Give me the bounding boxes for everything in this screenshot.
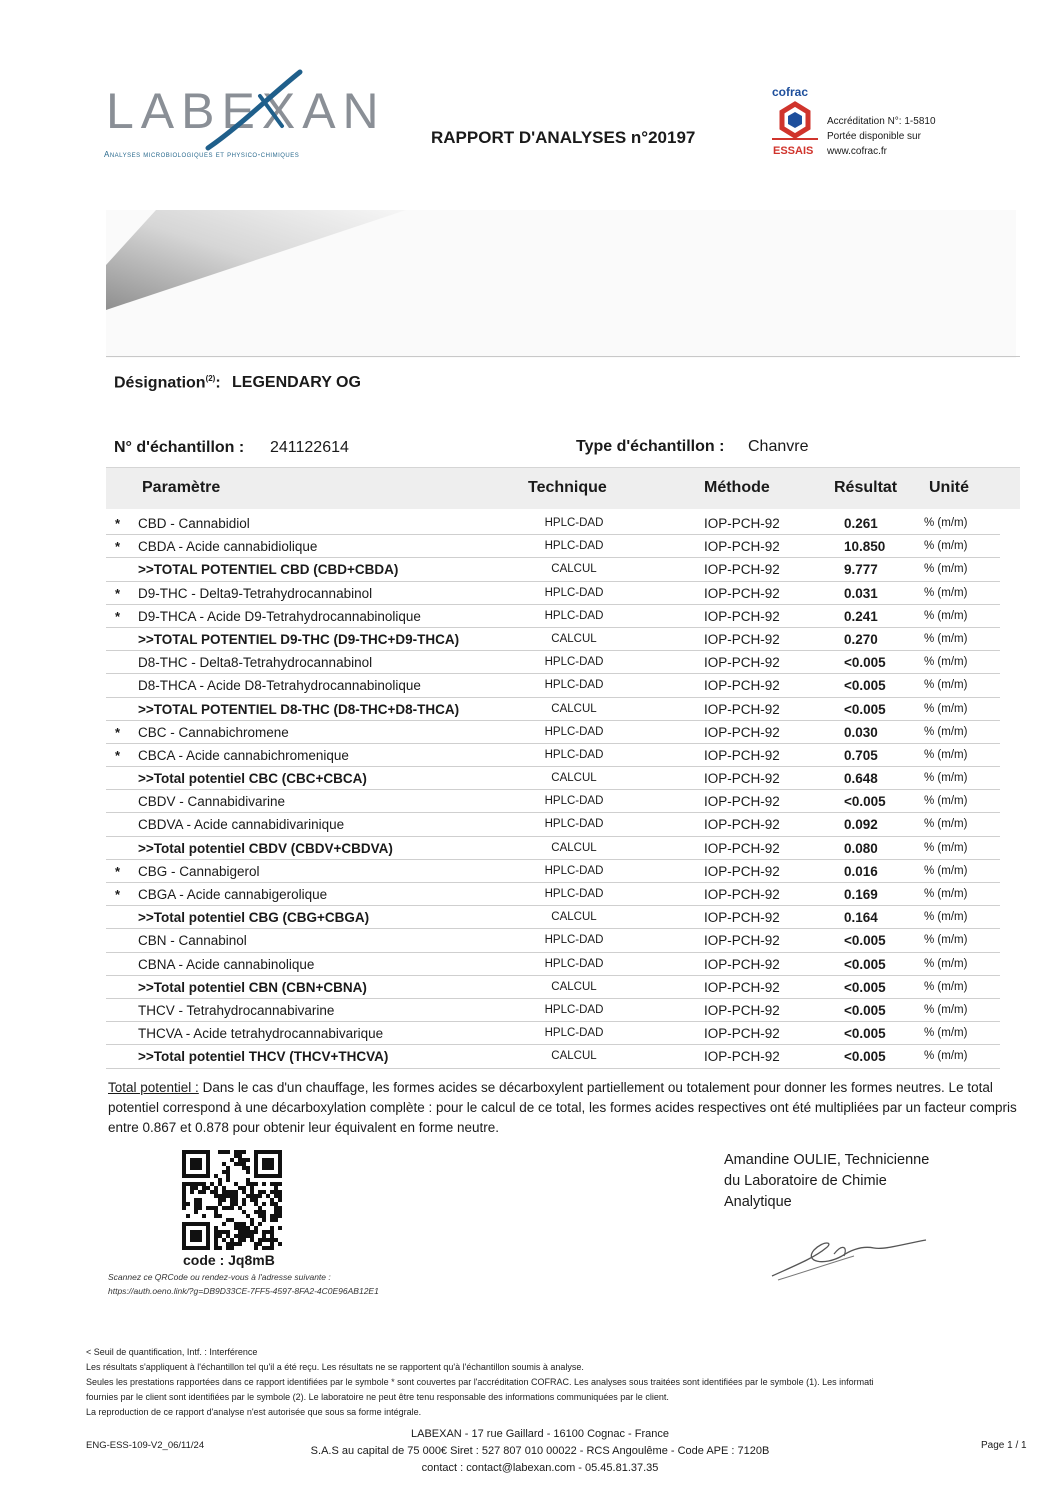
- row-method: IOP-PCH-92: [704, 608, 780, 624]
- row-result: <0.005: [844, 933, 886, 949]
- row-method: IOP-PCH-92: [704, 863, 780, 879]
- row-parameter: D9-THC - Delta9-Tetrahydrocannabinol: [138, 585, 373, 601]
- table-row: [106, 1045, 1000, 1068]
- table-row: [106, 651, 1000, 674]
- separator-line: [106, 356, 1020, 357]
- signer-line-1: Amandine OULIE, Technicienne: [724, 1152, 930, 1168]
- row-result: 0.270: [844, 631, 878, 647]
- row-method: IOP-PCH-92: [704, 747, 780, 763]
- row-technique: HPLC-DAD: [544, 609, 604, 622]
- row-parameter: CBDVA - Acide cannabidivarinique: [138, 817, 345, 833]
- row-technique: HPLC-DAD: [544, 679, 604, 692]
- row-parameter: D8-THC - Delta8-Tetrahydrocannabinol: [138, 655, 373, 671]
- row-parameter: CBDA - Acide cannabidiolique: [138, 539, 318, 555]
- row-technique: HPLC-DAD: [544, 864, 604, 877]
- row-unit: % (m/m): [924, 679, 968, 692]
- header-resultat: Résultat: [834, 479, 898, 496]
- footnote-5: La reproduction de ce rapport d'analyse n'est autorisée que sous sa forme intégrale.: [86, 1407, 422, 1417]
- row-method: IOP-PCH-92: [704, 979, 780, 995]
- table-row: [106, 976, 1000, 999]
- table-row: [106, 698, 1000, 721]
- row-technique: HPLC-DAD: [544, 517, 604, 529]
- table-row: [106, 721, 1000, 744]
- row-method: IOP-PCH-92: [704, 678, 780, 694]
- row-method: IOP-PCH-92: [704, 724, 780, 740]
- row-method: IOP-PCH-92: [704, 887, 780, 902]
- row-parameter: >>Total potentiel CBG (CBG+CBGA): [138, 910, 370, 926]
- row-star-marker: *: [115, 516, 121, 531]
- row-parameter: >>Total potentiel CBC (CBC+CBCA): [138, 771, 367, 787]
- row-unit: % (m/m): [924, 1003, 968, 1016]
- row-method: IOP-PCH-92: [704, 817, 780, 833]
- footer-company-info: [260, 1426, 820, 1477]
- row-result: <0.005: [844, 794, 886, 810]
- portee-text: Portée disponible sur: [827, 131, 921, 142]
- footnotes: [86, 1345, 1046, 1420]
- header-technique: Technique: [528, 479, 607, 496]
- table-row: [106, 790, 1000, 813]
- row-parameter: D8-THCA - Acide D8-Tetrahydrocannabinolique: [138, 678, 421, 694]
- table-row: [106, 535, 1000, 558]
- row-method: IOP-PCH-92: [704, 771, 780, 787]
- row-unit: % (m/m): [924, 632, 968, 645]
- row-unit: % (m/m): [924, 725, 968, 738]
- row-technique: HPLC-DAD: [544, 1003, 604, 1016]
- row-result: <0.005: [844, 1026, 886, 1042]
- row-unit: % (m/m): [924, 864, 968, 877]
- row-method: IOP-PCH-92: [704, 956, 780, 972]
- row-result: 0.169: [844, 887, 878, 902]
- row-unit: % (m/m): [924, 609, 968, 622]
- row-method: IOP-PCH-92: [704, 1049, 780, 1065]
- row-technique: HPLC-DAD: [544, 540, 604, 553]
- row-method: IOP-PCH-92: [704, 933, 780, 949]
- row-parameter: CBDV - Cannabidivarine: [138, 794, 286, 810]
- total-potentiel-note: [108, 1078, 1044, 1138]
- table-row: [106, 582, 1000, 605]
- cofrac-logo-icon: [770, 84, 820, 158]
- row-result: <0.005: [844, 979, 886, 995]
- designation-label: Désignation$^{(2)}$:: [114, 374, 221, 392]
- row-technique: CALCUL: [551, 841, 597, 854]
- footer-company: S.A.S au capital de 75 000€ Siret : 527 807 010 00022 - RCS Angoulême - Code APE : 7120B: [310, 1445, 770, 1457]
- row-technique: HPLC-DAD: [544, 1027, 604, 1040]
- qr-instruction-text: Scannez ce QRCode ou rendez-vous à l'adresse suivante :: [108, 1272, 331, 1282]
- row-technique: HPLC-DAD: [544, 795, 604, 808]
- row-technique: HPLC-DAD: [544, 748, 604, 761]
- row-result: 0.092: [844, 817, 878, 833]
- row-parameter: CBG - Cannabigerol: [138, 863, 260, 879]
- table-row: [106, 674, 1000, 697]
- row-parameter: >>TOTAL POTENTIEL D8-THC (D8-THC+D8-THCA): [138, 701, 460, 717]
- row-parameter: THCVA - Acide tetrahydrocannabivarique: [138, 1026, 384, 1042]
- row-parameter: >>TOTAL POTENTIEL D9-THC (D9-THC+D9-THCA): [138, 631, 460, 647]
- cofrac-essais-text: ESSAIS: [773, 145, 814, 157]
- row-technique: CALCUL: [551, 563, 597, 576]
- row-result: <0.005: [844, 655, 886, 671]
- row-method: IOP-PCH-92: [704, 794, 780, 810]
- labexan-logo-text: LABEXAN: [106, 83, 386, 139]
- cofrac-brand-text: cofrac: [772, 85, 809, 99]
- table-row: [106, 512, 1000, 535]
- labexan-swoosh-icon: [200, 66, 310, 156]
- row-technique: HPLC-DAD: [544, 586, 604, 599]
- table-row: [106, 999, 1000, 1022]
- qr-code-icon[interactable]: [182, 1150, 282, 1250]
- row-unit: % (m/m): [924, 656, 968, 669]
- header-unite: Unité: [929, 479, 969, 496]
- row-result: 0.648: [844, 771, 878, 787]
- signature-icon: [764, 1226, 934, 1286]
- row-technique: HPLC-DAD: [544, 934, 604, 947]
- note-label: Total potentiel :: [108, 1080, 199, 1095]
- row-result: <0.005: [844, 678, 886, 694]
- row-star-marker: *: [115, 608, 121, 624]
- footer-contact: contact : contact@labexan.com - 05.45.81.37.35: [421, 1462, 659, 1474]
- row-method: IOP-PCH-92: [704, 910, 780, 926]
- row-result: 0.030: [844, 724, 878, 740]
- table-row: [106, 744, 1000, 767]
- sample-type-value: Chanvre: [748, 438, 809, 455]
- row-result: 0.016: [844, 863, 878, 879]
- table-row: [106, 837, 1000, 860]
- footer-address: LABEXAN - 17 rue Gaillard - 16100 Cognac - France: [410, 1428, 670, 1440]
- table-row: [106, 767, 1000, 790]
- row-parameter: D9-THCA - Acide D9-Tetrahydrocannabinolique: [138, 608, 421, 624]
- footnote-2: Les résultats s'appliquent à l'échantillon tel qu'il a été reçu. Les résultats ne se rapportent qu'à l'échantillon soumis à analyse.: [86, 1362, 584, 1372]
- row-parameter: CBCA - Acide cannabichromenique: [138, 747, 349, 763]
- row-unit: % (m/m): [924, 911, 968, 924]
- row-star-marker: *: [115, 724, 121, 740]
- row-result: 9.777: [844, 562, 878, 578]
- row-unit: % (m/m): [924, 586, 968, 599]
- row-result: 0.031: [844, 585, 878, 601]
- table-row: [106, 906, 1000, 929]
- row-result: <0.005: [844, 956, 886, 972]
- row-technique: HPLC-DAD: [544, 656, 604, 669]
- row-method: IOP-PCH-92: [704, 539, 780, 555]
- results-table-header: [106, 467, 1020, 509]
- row-method: IOP-PCH-92: [704, 701, 780, 717]
- table-row: [106, 883, 1000, 906]
- footnote-3: Seules les prestations rapportées dans ce rapport identifiées par le symbole * sont couvertes par l'accréditation COFRAC. Les analyses sous traitées sont identifiées par le symbole (1). Les informati: [86, 1377, 874, 1387]
- qr-url[interactable]: https://auth.oeno.link/?g=DB9D33CE-7FF5-4597-8FA2-4C0E96AB12E1: [108, 1286, 379, 1296]
- row-result: <0.005: [844, 1049, 886, 1065]
- row-method: IOP-PCH-92: [704, 1026, 780, 1042]
- row-unit: % (m/m): [924, 841, 968, 854]
- row-result: <0.005: [844, 1002, 886, 1018]
- note-text: Dans le cas d'un chauffage, les formes acides se décarboxylent partiellement ou totalement pour donner les formes neutres. Le total potentiel correspond à une décarboxylation complète : pour le calcul de ce total, les formes acides respectives ont été multipliées par un facteur compris entre 0.867 et 0.878 pour obtenir leur équivalent en forme neutre.: [108, 1080, 1017, 1135]
- row-result: 0.705: [844, 747, 878, 763]
- designation-value: LEGENDARY OG: [232, 374, 361, 391]
- row-technique: CALCUL: [551, 772, 597, 785]
- row-unit: % (m/m): [924, 818, 968, 831]
- row-unit: % (m/m): [924, 934, 968, 947]
- sample-number-value: 241122614: [270, 439, 349, 456]
- row-parameter: CBGA - Acide cannabigerolique: [138, 887, 328, 902]
- row-result: 0.241: [844, 608, 878, 624]
- row-technique: CALCUL: [551, 1050, 597, 1063]
- row-method: IOP-PCH-92: [704, 562, 780, 578]
- row-parameter: THCV - Tetrahydrocannabivarine: [138, 1002, 335, 1018]
- row-technique: HPLC-DAD: [544, 957, 604, 970]
- footnote-1: < Seuil de quantification, Intf. : Interférence: [86, 1347, 258, 1357]
- table-row: [106, 605, 1000, 628]
- decorative-stripe: [106, 210, 406, 320]
- row-parameter: >>TOTAL POTENTIEL CBD (CBD+CBDA): [138, 562, 399, 578]
- row-method: IOP-PCH-92: [704, 1002, 780, 1018]
- table-row: [106, 558, 1000, 581]
- document-reference: ENG-ESS-109-V2_06/11/24: [86, 1440, 205, 1451]
- row-method: IOP-PCH-92: [704, 585, 780, 601]
- row-parameter: CBNA - Acide cannabinolique: [138, 956, 315, 972]
- row-method: IOP-PCH-92: [704, 840, 780, 856]
- page-number: Page 1 / 1: [981, 1440, 1027, 1451]
- logo-subtitle: Analyses microbiologiques et physico-chimiques: [104, 150, 300, 159]
- cofrac-website: www.cofrac.fr: [827, 146, 888, 157]
- qr-code-label: code : Jq8mB: [183, 1252, 275, 1268]
- row-unit: % (m/m): [924, 1050, 968, 1063]
- row-result: 0.164: [844, 910, 878, 926]
- cofrac-info: [827, 114, 936, 159]
- accreditation-number: Accréditation N°: 1-5810: [827, 116, 936, 127]
- row-unit: % (m/m): [924, 563, 968, 576]
- row-unit: % (m/m): [924, 772, 968, 785]
- row-technique: CALCUL: [551, 911, 597, 924]
- table-row: [106, 929, 1000, 952]
- row-unit: % (m/m): [924, 957, 968, 970]
- row-parameter: CBN - Cannabinol: [138, 933, 247, 949]
- sample-type-label: Type d'échantillon :: [576, 438, 725, 455]
- row-unit: % (m/m): [924, 748, 968, 761]
- row-star-marker: *: [115, 539, 121, 555]
- row-technique: CALCUL: [551, 702, 597, 715]
- row-unit: % (m/m): [924, 795, 968, 808]
- row-parameter: >>Total potentiel THCV (THCV+THCVA): [138, 1049, 389, 1065]
- report-title: RAPPORT D'ANALYSES n°20197: [431, 128, 696, 147]
- header-methode: Méthode: [704, 479, 770, 496]
- table-row: [106, 813, 1000, 836]
- table-row: [106, 1022, 1000, 1045]
- row-technique: CALCUL: [551, 632, 597, 645]
- row-method: IOP-PCH-92: [704, 631, 780, 647]
- header-parametre: Paramètre: [142, 479, 221, 496]
- row-parameter: CBC - Cannabichromene: [138, 724, 289, 740]
- row-result: 10.850: [844, 539, 886, 555]
- sample-number-label: N° d'échantillon :: [114, 439, 245, 456]
- row-technique: CALCUL: [551, 980, 597, 993]
- signer-line-2: du Laboratoire de Chimie: [724, 1173, 887, 1189]
- row-parameter: >>Total potentiel CBN (CBN+CBNA): [138, 979, 367, 995]
- row-unit: % (m/m): [924, 517, 968, 529]
- row-technique: HPLC-DAD: [544, 725, 604, 738]
- row-unit: % (m/m): [924, 888, 968, 900]
- row-unit: % (m/m): [924, 702, 968, 715]
- row-method: IOP-PCH-92: [704, 516, 780, 531]
- qr-instructions: [108, 1270, 379, 1298]
- row-method: IOP-PCH-92: [704, 655, 780, 671]
- row-result: 0.261: [844, 516, 878, 531]
- row-technique: HPLC-DAD: [544, 888, 604, 900]
- signer-line-3: Analytique: [724, 1194, 792, 1210]
- row-parameter: CBD - Cannabidiol: [138, 516, 250, 531]
- row-star-marker: *: [115, 863, 121, 879]
- row-technique: HPLC-DAD: [544, 818, 604, 831]
- row-star-marker: *: [115, 887, 121, 902]
- row-unit: % (m/m): [924, 540, 968, 553]
- results-table-body: [106, 512, 1000, 1069]
- table-row: [106, 860, 1000, 883]
- row-parameter: >>Total potentiel CBDV (CBDV+CBDVA): [138, 840, 393, 856]
- row-result: <0.005: [844, 701, 886, 717]
- table-row: [106, 628, 1000, 651]
- row-unit: % (m/m): [924, 1027, 968, 1040]
- signer-block: [724, 1150, 929, 1213]
- row-star-marker: *: [115, 747, 121, 763]
- table-row: [106, 953, 1000, 976]
- row-star-marker: *: [115, 585, 121, 601]
- row-unit: % (m/m): [924, 980, 968, 993]
- footnote-4: fournies par le client sont identifiées par le symbole (2). Le laboratoire ne peut être tenu responsable des informations communiquées par le client.: [86, 1392, 669, 1402]
- row-result: 0.080: [844, 840, 878, 856]
